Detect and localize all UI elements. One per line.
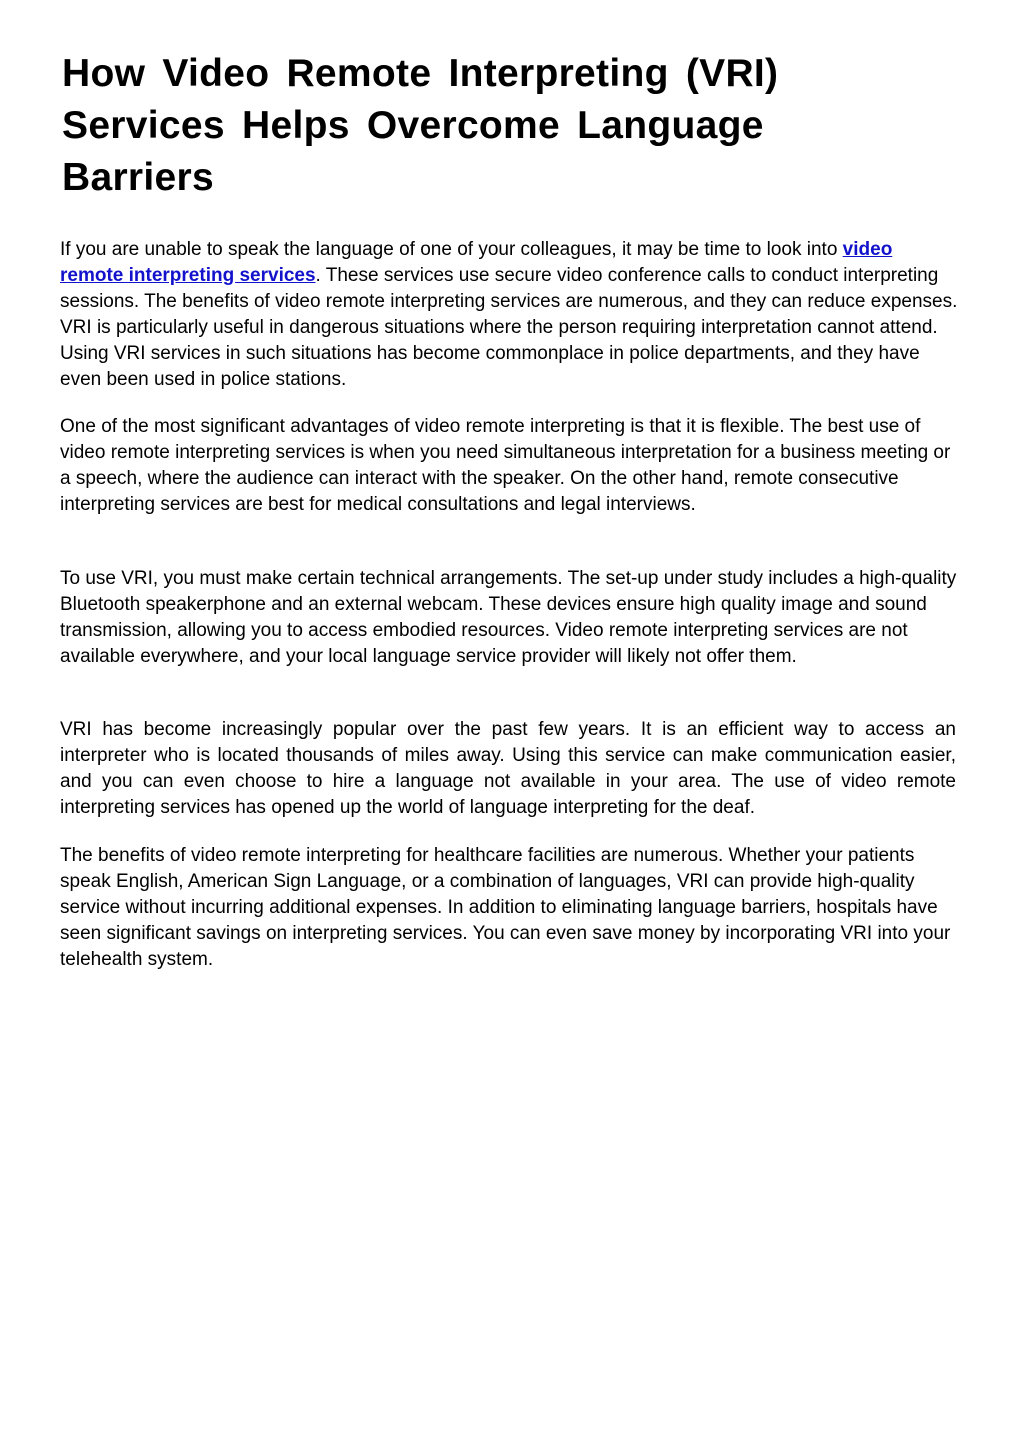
paragraph-4: VRI has become increasingly popular over the past few years. It is an efficient way to access an interpreter who is located thousands of miles away. Using this service can make communication easier, and you can even choose to hire a language not available in your area. The use of video remote interpreting services has opened up the world of language interpreting for the deaf. [60,719,956,818]
page-title: How Video Remote Interpreting (VRI) Services Helps Overcome Language Barriers [62,52,779,199]
paragraph-1-rest: . These services use secure video conference calls to conduct interpreting sessions. The benefits of video remote interpreting services are numerous, and they can reduce expenses. VRI is particularly useful in dangerous situations where the person requiring interpretation cannot attend. Using VRI services in such situations has become commonplace in police departments, and they have even been used in police stations. [60,265,958,390]
paragraph-3: To use VRI, you must make certain technical arrangements. The set-up under study includes a high-quality Bluetooth speakerphone and an external webcam. These devices ensure high quality image and sound transmission, allowing you to access embodied resources. Video remote interpreting services are not available everywhere, and your local language service provider will likely not offer them. [60,568,957,667]
vri-services-link[interactable]: video remote interpreting services [60,239,893,286]
paragraph-5: The benefits of video remote interpreting for healthcare facilities are numerous. Whether your patients speak English, American Sign Language, or a combination of languages, VRI can provide high-quality service without incurring additional expenses. In addition to eliminating language barriers, hospitals have seen significant savings on interpreting services. You can even save money by incorporating VRI into your telehealth system. [60,845,951,970]
paragraph-1 [60,237,960,393]
paragraph-1-intro: If you are unable to speak the language of one of your colleagues, it may be time to look into [60,239,843,260]
paragraph-2: One of the most significant advantages of video remote interpreting is that it is flexible. The best use of video remote interpreting services is when you need simultaneous interpretation for a business meeting or a speech, where the audience can interact with the speaker. On the other hand, remote consecutive interpreting services are best for medical consultations and legal interviews. [60,416,951,515]
